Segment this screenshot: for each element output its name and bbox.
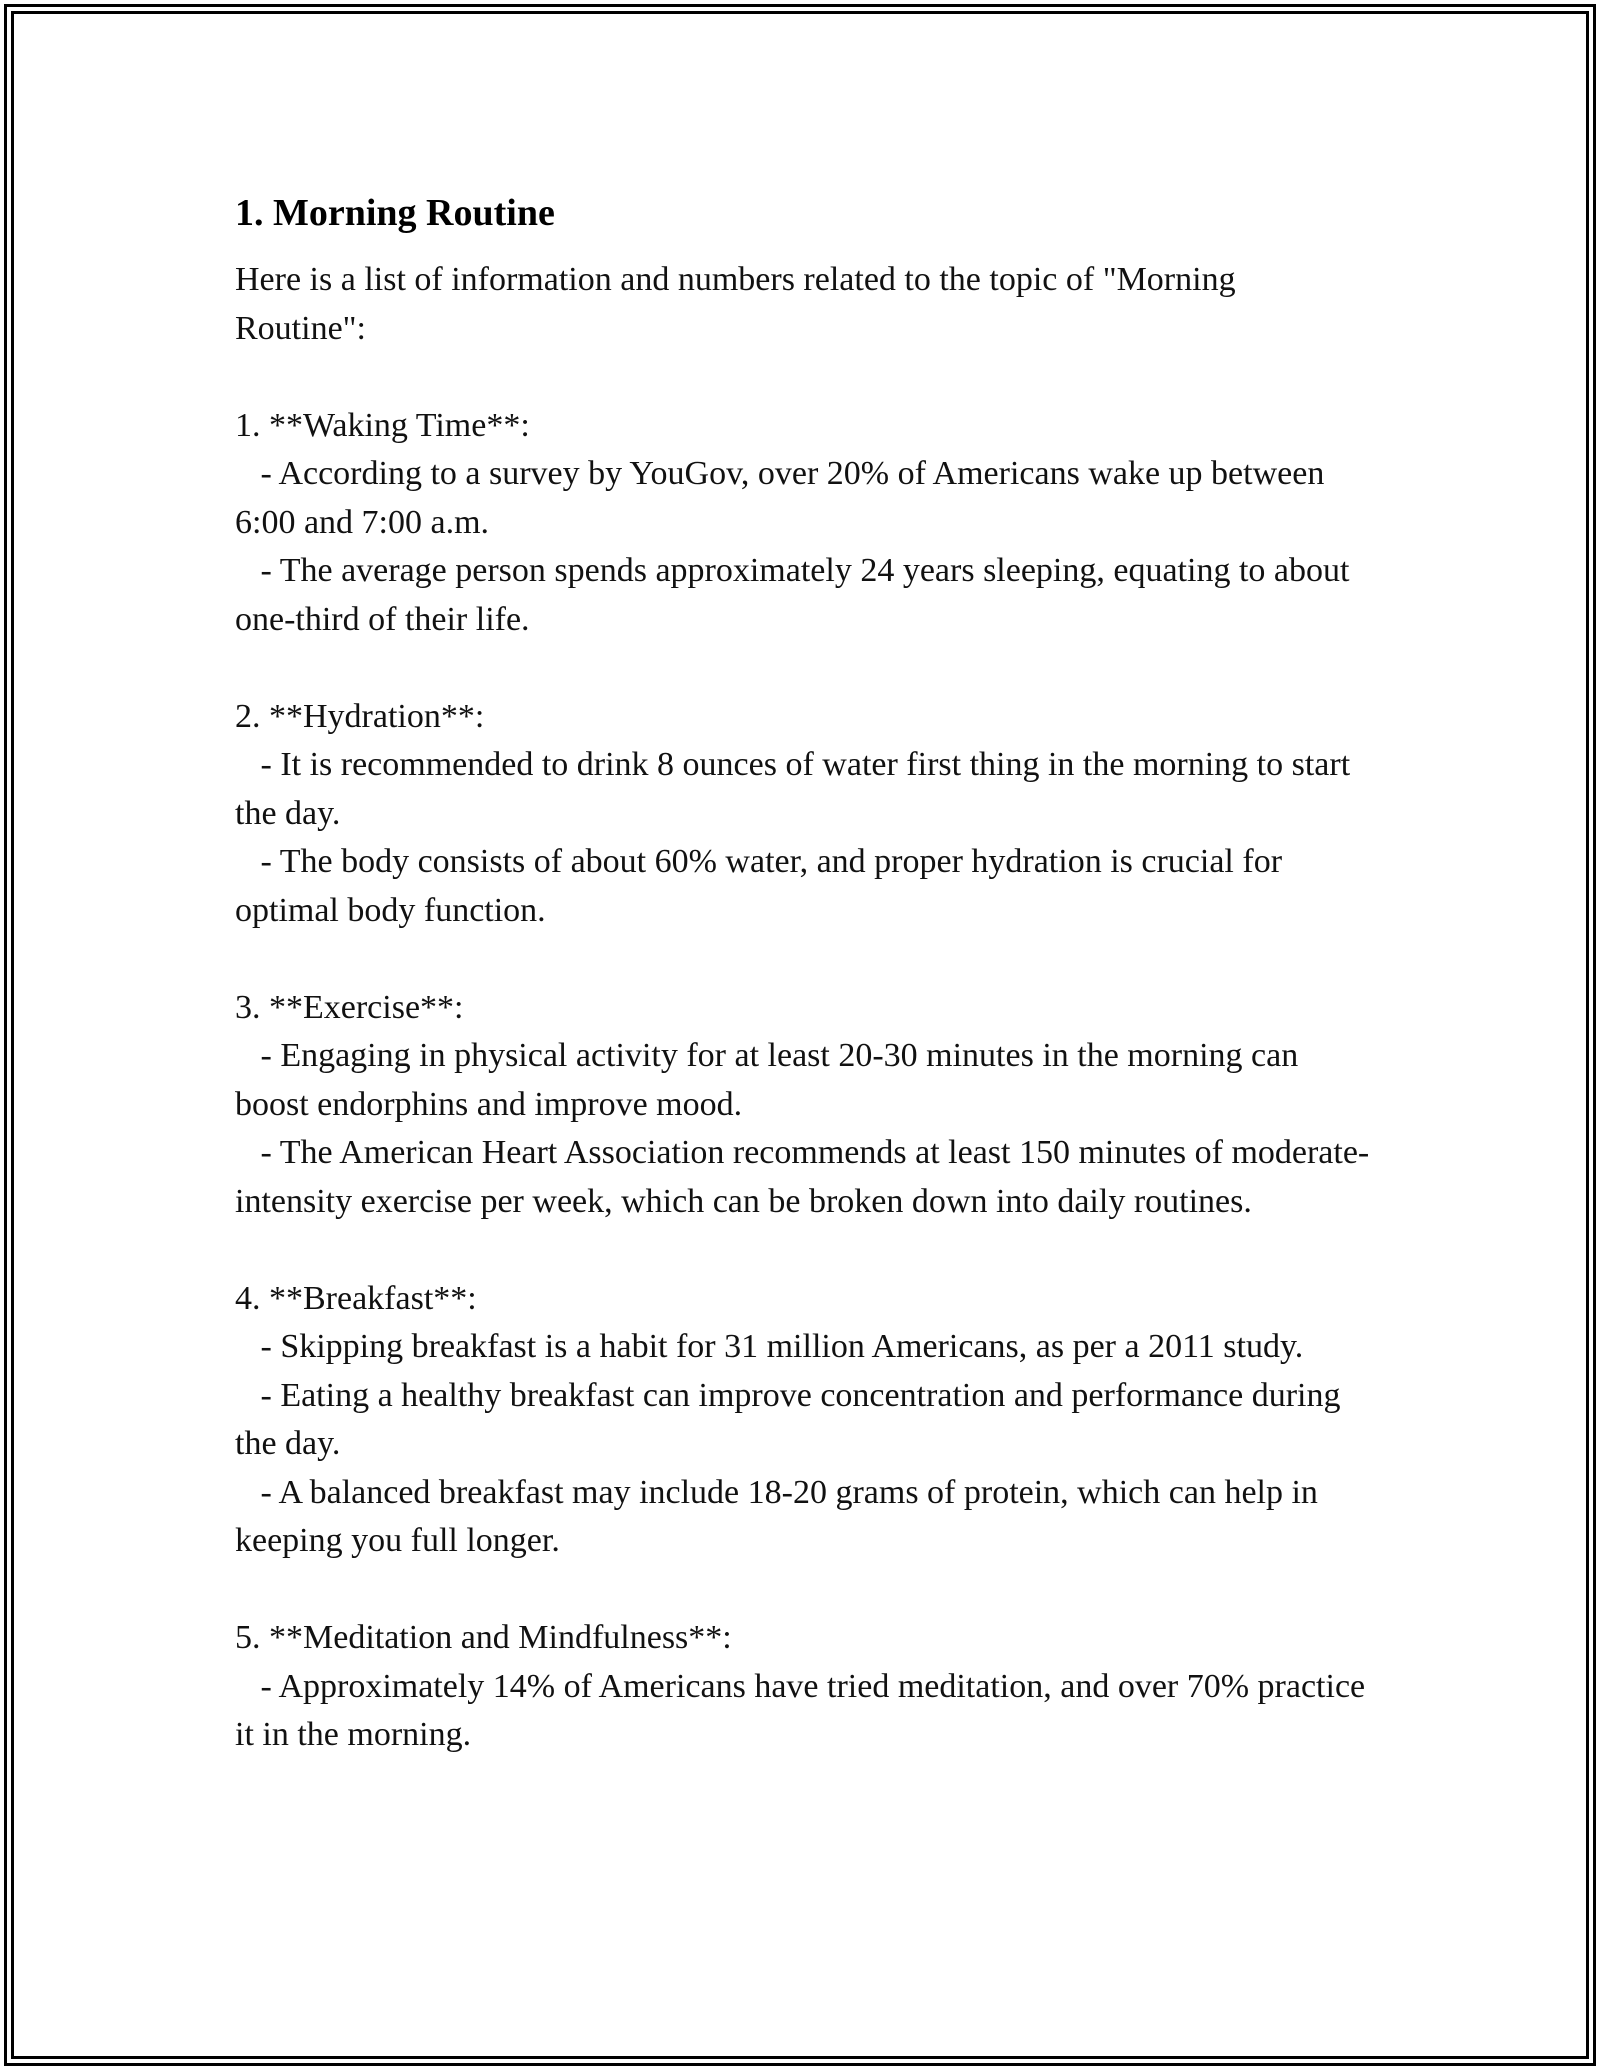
section-heading: 3. **Exercise**: [235, 988, 464, 1026]
section-exercise [235, 984, 1375, 1227]
spacer [235, 353, 1375, 402]
section-waking-time [235, 402, 1375, 645]
list-item: - It is recommended to drink 8 ounces of water first thing in the morning to start the day. [235, 746, 1359, 832]
section-meditation [235, 1614, 1375, 1760]
section-breakfast [235, 1275, 1375, 1566]
section-heading: 4. **Breakfast**: [235, 1279, 477, 1317]
list-item: - Engaging in physical activity for at least 20-30 minutes in the morning can boost endorphins and improve mood. [235, 1037, 1307, 1123]
list-item: - The average person spends approximately 24 years sleeping, equating to about one-third of their life. [235, 552, 1358, 638]
list-item: - A balanced breakfast may include 18-20 grams of protein, which can help in keeping you full longer. [235, 1473, 1327, 1559]
section-heading: 1. **Waking Time**: [235, 406, 530, 444]
document-body [235, 188, 1375, 1760]
spacer [235, 644, 1375, 693]
section-heading: 2. **Hydration**: [235, 697, 485, 735]
list-item: - According to a survey by YouGov, over 20% of Americans wake up between 6:00 and 7:00 a.m. [235, 455, 1333, 541]
list-item: - Approximately 14% of Americans have tried meditation, and over 70% practice it in the morning. [235, 1667, 1374, 1753]
list-item: - The American Heart Association recommends at least 150 minutes of moderate-intensity exercise per week, which can be broken down into daily routines. [235, 1134, 1370, 1220]
list-item: - Skipping breakfast is a habit for 31 million Americans, as per a 2011 study. [235, 1328, 1304, 1365]
list-item: - The body consists of about 60% water, and proper hydration is crucial for optimal body function. [235, 843, 1291, 929]
intro-paragraph: Here is a list of information and numbers related to the topic of "Morning Routine": [235, 261, 1245, 347]
spacer [235, 935, 1375, 984]
spacer [235, 1226, 1375, 1275]
list-item: - Eating a healthy breakfast can improve concentration and performance during the day. [235, 1376, 1349, 1462]
page-title: 1. Morning Routine [235, 192, 555, 234]
section-hydration [235, 693, 1375, 936]
spacer [235, 1566, 1375, 1615]
section-heading: 5. **Meditation and Mindfulness**: [235, 1619, 732, 1656]
